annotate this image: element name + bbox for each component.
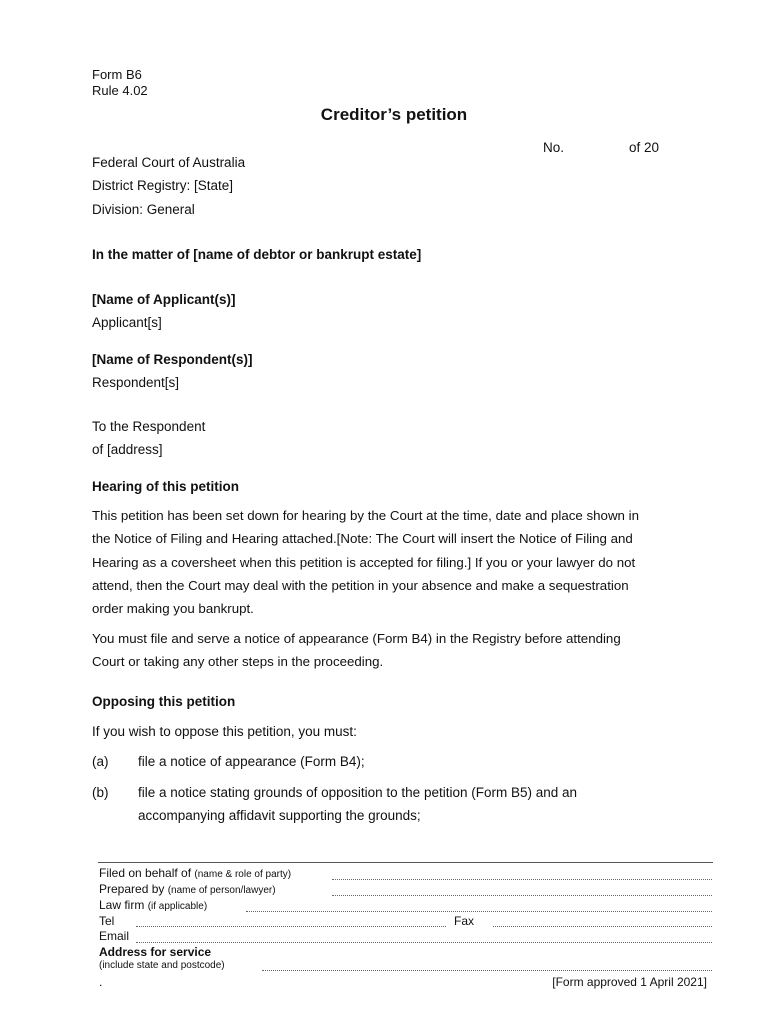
case-number-label: No. xyxy=(543,140,565,155)
opposing-intro: If you wish to oppose this petition, you must: xyxy=(92,724,357,739)
law-firm-text: Law firm xyxy=(99,898,145,912)
item-label: (a) xyxy=(92,754,109,769)
fax-field[interactable] xyxy=(493,926,712,927)
prepared-by-text: Prepared by xyxy=(99,882,165,896)
page-title: Creditor’s petition xyxy=(320,105,468,124)
item-text: accompanying affidavit supporting the grounds; xyxy=(138,808,421,823)
respondent-name: [Name of Respondent(s)] xyxy=(92,352,253,367)
filed-on-behalf-text: Filed on behalf of xyxy=(99,866,192,880)
paragraph-line: You must file and serve a notice of appearance (Form B4) in the Registry before attending xyxy=(92,631,621,646)
address-for-service-label: Address for service xyxy=(99,945,212,959)
item-text: file a notice of appearance (Form B4); xyxy=(138,754,365,769)
law-firm-label xyxy=(99,898,207,914)
law-firm-hint: (if applicable) xyxy=(147,901,208,912)
respondent-label: Respondent[s] xyxy=(92,375,180,390)
paragraph-line: attend, then the Court may deal with the petition in your absence and make a sequestration xyxy=(92,577,629,593)
item-text: file a notice stating grounds of opposition to the petition (Form B5) and an xyxy=(138,785,578,800)
email-field[interactable] xyxy=(136,942,712,943)
hearing-heading: Hearing of this petition xyxy=(92,479,239,494)
tel-field[interactable] xyxy=(136,926,446,927)
paragraph-line: Hearing as a coversheet when this petition is accepted for filing.] If you or your lawyer do not xyxy=(92,554,636,570)
prepared-by-label xyxy=(99,882,276,898)
address-hint: (include state and postcode) xyxy=(99,960,225,971)
paragraph-line: the Notice of Filing and Hearing attached.[Note: The Court will insert the Notice of Filing and xyxy=(92,531,633,547)
paragraph-line: order making you bankrupt. xyxy=(92,601,254,617)
prepared-by-field[interactable] xyxy=(332,895,712,896)
footer-dot: . xyxy=(99,975,103,989)
applicant-name: [Name of Applicant(s)] xyxy=(92,292,236,307)
item-label: (b) xyxy=(92,785,109,800)
rule-number: Rule 4.02 xyxy=(92,83,148,98)
district-registry: District Registry: [State] xyxy=(92,178,234,193)
form-number: Form B6 xyxy=(92,67,142,82)
filed-on-behalf-label xyxy=(99,866,291,882)
filed-on-behalf-hint: (name & role of party) xyxy=(194,869,292,880)
division: Division: General xyxy=(92,202,195,217)
email-label: Email xyxy=(99,929,130,943)
fax-label: Fax xyxy=(454,914,475,928)
matter-heading: In the matter of [name of debtor or bankrupt estate] xyxy=(92,247,422,262)
respondent-address: of [address] xyxy=(92,442,163,457)
filed-on-behalf-field[interactable] xyxy=(332,879,712,880)
court-name: Federal Court of Australia xyxy=(92,155,246,170)
tel-label: Tel xyxy=(99,914,115,928)
case-year-label: of 20 xyxy=(629,140,660,155)
prepared-by-hint: (name of person/lawyer) xyxy=(167,885,276,896)
hearing-paragraph xyxy=(92,504,692,620)
law-firm-field[interactable] xyxy=(246,911,712,912)
appearance-paragraph xyxy=(92,627,692,674)
to-respondent: To the Respondent xyxy=(92,419,206,434)
footer-divider xyxy=(98,862,713,863)
applicant-label: Applicant[s] xyxy=(92,315,162,330)
paragraph-line: This petition has been set down for hearing by the Court at the time, date and place shown in xyxy=(92,508,639,523)
address-for-service-field[interactable] xyxy=(262,970,712,971)
form-approved-note: [Form approved 1 April 2021] xyxy=(552,975,707,989)
paragraph-line: Court or taking any other steps in the proceeding. xyxy=(92,654,384,670)
opposing-heading: Opposing this petition xyxy=(92,694,236,709)
